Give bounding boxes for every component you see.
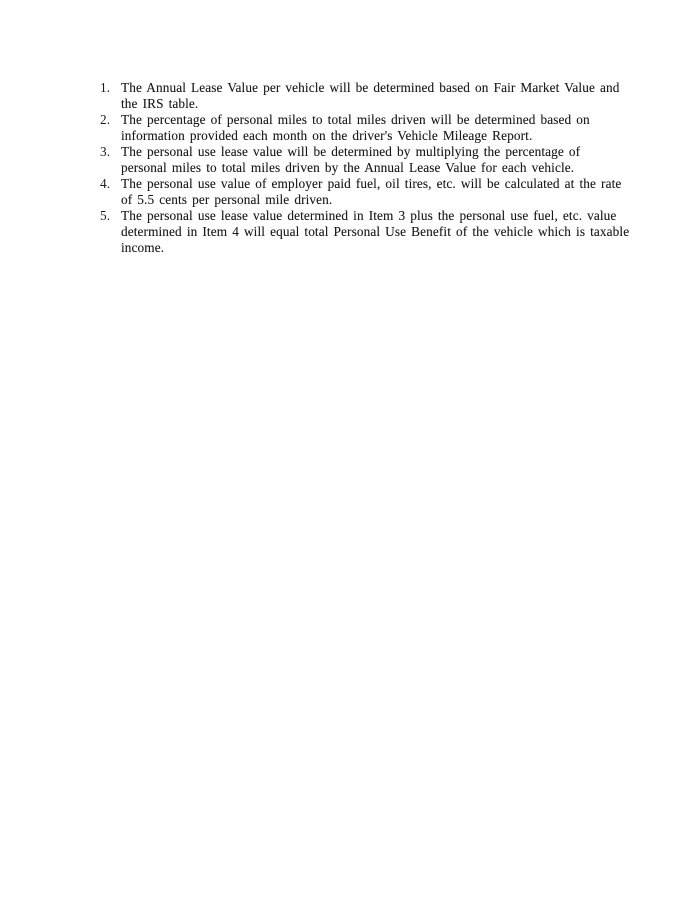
list-item [100, 176, 635, 208]
list-item-line: income. [121, 240, 165, 255]
list-item-number: 2. [100, 112, 111, 127]
list-item [100, 144, 635, 176]
list-item-text [121, 80, 635, 112]
list-item-number: 5. [100, 208, 111, 223]
list-item-line: the IRS table. [121, 96, 199, 111]
list-item-line: The percentage of personal miles to total miles driven will be determined based on [121, 112, 590, 127]
list-item-text [121, 112, 635, 144]
list-item-line: The personal use lease value determined in Item 3 plus the personal use fuel, etc. value [121, 208, 617, 223]
list-item-number: 4. [100, 176, 111, 191]
list-item-number: 3. [100, 144, 111, 159]
list-item-line: The Annual Lease Value per vehicle will be determined based on Fair Market Value and [121, 80, 620, 95]
list-item [100, 80, 635, 112]
list-item-text [121, 144, 635, 176]
list-item-line: The personal use value of employer paid fuel, oil tires, etc. will be calculated at the rate [121, 176, 622, 191]
list-item-line: of 5.5 cents per personal mile driven. [121, 192, 333, 207]
list-item-text [121, 176, 635, 208]
list-item-line: determined in Item 4 will equal total Personal Use Benefit of the vehicle which is taxable [121, 224, 630, 239]
list-item-line: information provided each month on the driver's Vehicle Mileage Report. [121, 128, 533, 143]
list-item-line: The personal use lease value will be determined by multiplying the percentage of [121, 144, 581, 159]
list-item [100, 112, 635, 144]
list-item-line: personal miles to total miles driven by the Annual Lease Value for each vehicle. [121, 160, 575, 175]
list-item-number: 1. [100, 80, 111, 95]
list-item-text [121, 208, 635, 256]
list-item [100, 208, 635, 256]
numbered-list [100, 80, 635, 256]
